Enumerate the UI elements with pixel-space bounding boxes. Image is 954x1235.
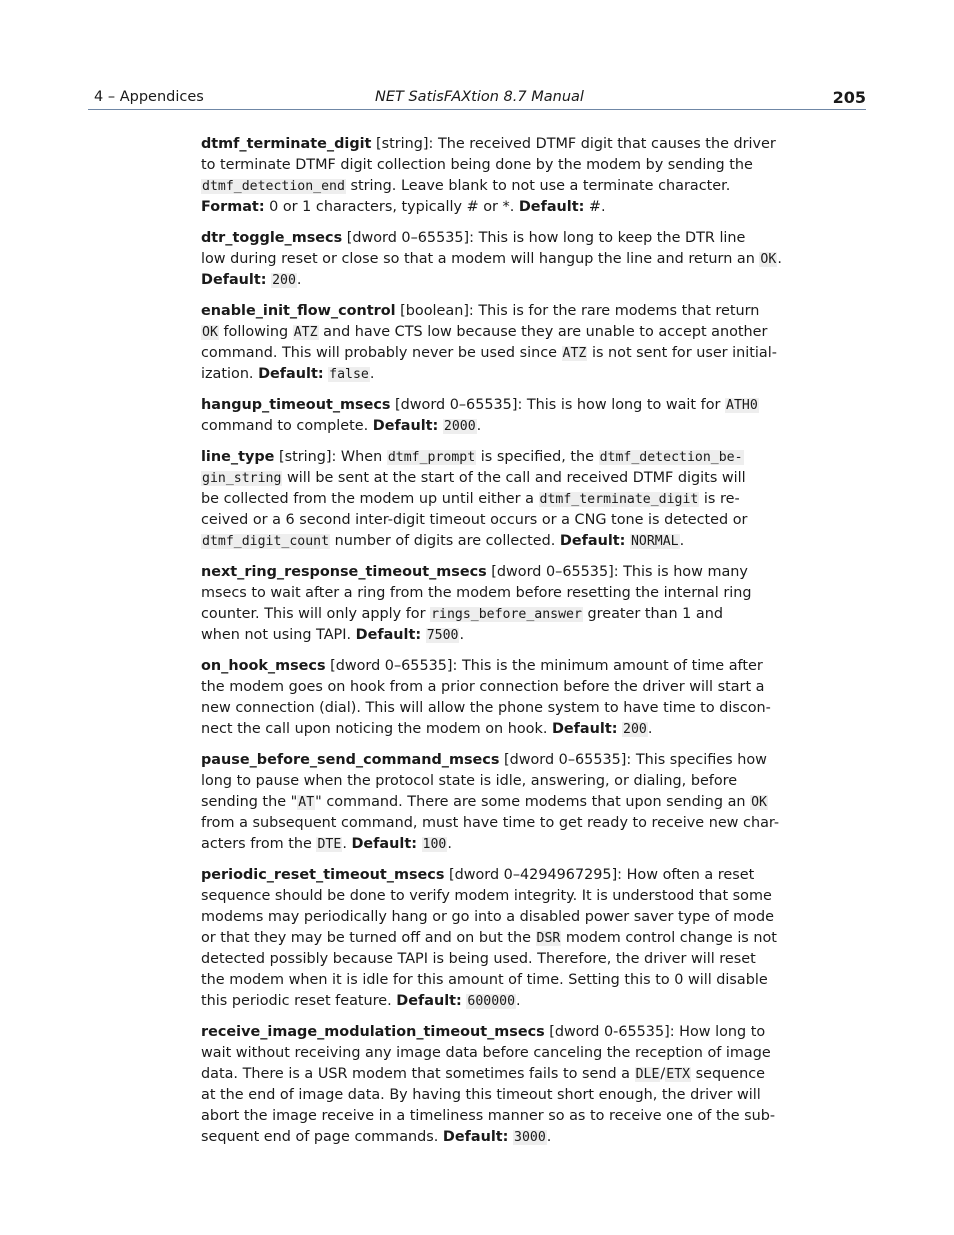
body-text: command. This will probably never be used since <box>201 345 562 361</box>
bold-label: Default: <box>559 533 626 549</box>
text-line <box>201 249 782 270</box>
body-text: [dword 0–65535]: This is how long to keep the DTR line <box>342 230 746 246</box>
text-line <box>201 270 751 291</box>
page-number: 205 <box>832 88 866 107</box>
body-text: sequence <box>691 1066 766 1082</box>
text-line <box>201 134 776 155</box>
body-text: [dword 0–65535]: This is how many <box>486 564 748 580</box>
code-literal: OK <box>751 795 767 810</box>
body-text: and have CTS low because they are unable to accept another <box>318 324 768 340</box>
body-text: sequent end of page commands. <box>201 1129 443 1145</box>
body-text: . <box>296 272 302 288</box>
text-line <box>201 510 751 531</box>
text-line <box>201 447 751 468</box>
bold-label: Format: <box>201 199 265 215</box>
body-text: sequence should be done to verify modem integrity. It is understood that some <box>201 888 772 904</box>
parameter-entry-on-hook-msecs <box>201 656 771 740</box>
header-rule <box>88 109 866 110</box>
body-text: [dword 0–4294967295]: How often a reset <box>444 867 755 883</box>
parameter-name: periodic_reset_timeout_msecs <box>201 867 445 883</box>
body-text: . <box>516 993 521 1009</box>
code-literal: AT <box>298 795 315 810</box>
text-line <box>201 176 751 197</box>
text-line <box>201 625 751 646</box>
bold-label: Default: <box>372 418 439 434</box>
parameter-entry-dtr-toggle-msecs <box>201 228 782 291</box>
body-text: be collected from the modem up until either a <box>201 491 539 507</box>
body-text: from a subsequent command, must have time to get ready to receive new char- <box>201 815 780 831</box>
parameter-name: dtr_toggle_msecs <box>201 230 343 246</box>
code-literal: dtmf_detection_be- <box>599 450 743 465</box>
code-literal: dtmf_prompt <box>387 450 476 465</box>
body-text: following <box>218 324 293 340</box>
text-line <box>201 1064 766 1085</box>
text-line <box>201 677 765 698</box>
bold-label: Default: <box>551 721 618 737</box>
text-line <box>201 604 751 625</box>
text-line <box>201 719 751 740</box>
code-literal: 100 <box>422 837 447 852</box>
text-line <box>201 834 751 855</box>
body-text: . <box>342 836 352 852</box>
body-text: modems may periodically hang or go into a disabled power saver type of mode <box>201 909 774 925</box>
parameter-name: enable_init_flow_control <box>201 303 396 319</box>
parameter-name: hangup_timeout_msecs <box>201 397 391 413</box>
parameter-entry-hangup-timeout-msecs <box>201 395 758 437</box>
body-text: ceived or a 6 second inter-digit timeout occurs or a CNG tone is detected or <box>201 512 748 528</box>
text-line <box>201 949 756 970</box>
text-line <box>201 1127 751 1148</box>
code-literal: DLE <box>635 1067 660 1082</box>
body-text: abort the image receive in a timeliness manner so as to receive one of the sub- <box>201 1108 776 1124</box>
text-line <box>201 343 777 364</box>
body-text: . <box>447 836 452 852</box>
text-line <box>201 886 772 907</box>
code-literal: DSR <box>536 931 561 946</box>
body-text: sending the " <box>201 794 298 810</box>
body-text: " command. There are some modems that upon sending an <box>315 794 751 810</box>
code-literal: ATH0 <box>726 398 758 413</box>
parameter-entry-line-type <box>201 447 751 552</box>
parameter-name: on_hook_msecs <box>201 658 326 674</box>
text-line <box>201 750 767 771</box>
code-literal: dtmf_terminate_digit <box>539 492 699 507</box>
code-literal: 7500 <box>426 628 459 643</box>
code-literal: dtmf_digit_count <box>202 534 330 549</box>
body-text: or that they may be turned off and on but the <box>201 930 536 946</box>
bold-label: Default: <box>258 366 324 382</box>
code-literal: ETX <box>666 1067 691 1082</box>
body-text: at the end of image data. By having this timeout short enough, the driver will <box>201 1087 761 1103</box>
header-title: NET SatisFAXtion 8.7 Manual <box>375 89 584 105</box>
body-text: . <box>679 533 685 549</box>
parameter-name: receive_image_modulation_timeout_msecs <box>201 1024 545 1040</box>
code-literal: false <box>329 367 369 382</box>
text-line <box>201 1106 776 1127</box>
body-text: will be sent at the start of the call and received DTMF digits will <box>282 470 746 486</box>
text-line <box>201 531 751 552</box>
body-text: new connection (dial). This will allow the phone system to have time to discon- <box>201 700 771 716</box>
body-text: greater than 1 and <box>582 606 723 622</box>
body-text: msecs to wait after a ring from the modem before resetting the internal ring <box>201 585 752 601</box>
body-text: nect the call upon noticing the modem on hook. <box>201 721 552 737</box>
code-literal: rings_before_answer <box>431 607 582 622</box>
code-literal: DTE <box>317 837 342 852</box>
bold-label: Default: <box>396 993 462 1009</box>
text-line <box>201 698 771 719</box>
text-line <box>201 970 768 991</box>
bold-label: Default: <box>518 199 585 215</box>
text-line <box>201 395 758 416</box>
parameter-name: line_type <box>201 449 275 465</box>
body-text: [dword 0–65535]: This specifies how <box>499 752 767 768</box>
body-text: [string]: When <box>274 449 387 465</box>
body-text: 0 or 1 characters, typically # or *. <box>264 199 519 215</box>
body-text: [dword 0–65535]: This is how long to wait for <box>390 397 726 413</box>
body-text: detected possibly because TAPI is being used. Therefore, the driver will reset <box>201 951 756 967</box>
body-text: the modem when it is idle for this amount of time. Setting this to 0 will disable <box>201 972 768 988</box>
body-text: acters from the <box>201 836 317 852</box>
body-text: [dword 0–65535]: This is the minimum amount of time after <box>325 658 763 674</box>
body-text: this periodic reset feature. <box>201 993 397 1009</box>
body-text: number of digits are collected. <box>330 533 560 549</box>
header-section: 4 – Appendices <box>94 89 204 105</box>
body-text: to terminate DTMF digit collection being done by the modem by sending the <box>201 157 753 173</box>
code-literal: 600000 <box>467 994 516 1009</box>
code-literal: 2000 <box>443 419 476 434</box>
body-text: . <box>546 1129 552 1145</box>
code-literal: 3000 <box>514 1130 546 1145</box>
bold-label: Default: <box>355 627 422 643</box>
text-line <box>201 416 751 437</box>
body-text: [string]: The received DTMF digit that causes the driver <box>371 136 776 152</box>
body-text: . <box>459 627 465 643</box>
text-line <box>201 907 774 928</box>
body-text: wait without receiving any image data before canceling the reception of image <box>201 1045 771 1061</box>
body-text: . <box>369 366 375 382</box>
body-text: ization. <box>201 366 259 382</box>
text-line <box>201 865 755 886</box>
text-line <box>201 562 751 583</box>
code-literal: gin_string <box>202 471 282 486</box>
body-text: is re- <box>699 491 740 507</box>
body-text: is specified, the <box>476 449 599 465</box>
code-literal: 200 <box>272 273 296 288</box>
text-line <box>201 155 751 176</box>
parameter-entry-periodic-reset-timeout-msecs <box>201 865 777 1012</box>
body-text: command to complete. <box>201 418 373 434</box>
text-line <box>201 301 760 322</box>
code-literal: dtmf_detection_end <box>202 179 345 194</box>
text-line <box>201 197 751 218</box>
body-text: [boolean]: This is for the rare modems that return <box>395 303 760 319</box>
body-text: string. Leave blank to not use a terminate character. <box>345 178 731 194</box>
parameter-entry-receive-image-modulation-timeout-msecs <box>201 1022 776 1148</box>
body-text: modem control change is not <box>561 930 777 946</box>
parameter-entry-pause-before-send-command-msecs <box>201 750 780 855</box>
body-text <box>417 836 422 852</box>
text-line <box>201 771 751 792</box>
code-literal: ATZ <box>562 346 587 361</box>
code-literal: 200 <box>623 722 647 737</box>
text-line <box>201 656 763 677</box>
text-line <box>201 468 751 489</box>
text-line <box>201 1043 771 1064</box>
body-text: counter. This will only apply for <box>201 606 431 622</box>
parameter-name: next_ring_response_timeout_msecs <box>201 564 487 580</box>
text-line <box>201 792 767 813</box>
parameter-name: dtmf_terminate_digit <box>201 136 372 152</box>
body-text: long to pause when the protocol state is idle, answering, or dialing, before <box>201 773 738 789</box>
bold-label: Default: <box>351 836 417 852</box>
text-line <box>201 1022 766 1043</box>
body-text: low during reset or close so that a modem will hangup the line and return an <box>201 251 760 267</box>
bold-label: Default: <box>442 1129 509 1145</box>
text-line <box>201 583 751 604</box>
text-line <box>201 928 777 949</box>
text-line <box>201 489 751 510</box>
body-text: . <box>777 251 782 267</box>
code-literal: OK <box>760 252 777 267</box>
code-literal: NORMAL <box>630 534 679 549</box>
body-text: the modem goes on hook from a prior connection before the driver will start a <box>201 679 765 695</box>
parameter-entry-next-ring-response-timeout-msecs <box>201 562 751 646</box>
bold-label: Default: <box>201 272 267 288</box>
body-text: is not sent for user initial- <box>587 345 777 361</box>
code-literal: ATZ <box>293 325 318 340</box>
text-line <box>201 228 751 249</box>
text-line <box>201 322 768 343</box>
code-literal: OK <box>202 325 218 340</box>
body-text: data. There is a USR modem that sometimes fails to send a <box>201 1066 635 1082</box>
parameter-entry-enable-init-flow-control <box>201 301 777 385</box>
text-line <box>201 813 780 834</box>
text-line <box>201 364 751 385</box>
text-line <box>201 1085 761 1106</box>
body-text: . <box>647 721 653 737</box>
page-header <box>90 89 866 109</box>
body-text: . <box>476 418 482 434</box>
text-line <box>201 991 751 1012</box>
parameter-entry-dtmf-terminate-digit <box>201 134 776 218</box>
parameter-list <box>201 134 782 1148</box>
body-text: when not using TAPI. <box>201 627 356 643</box>
parameter-name: pause_before_send_command_msecs <box>201 752 500 768</box>
body-text: #. <box>584 199 606 215</box>
body-text: / <box>660 1066 666 1082</box>
body-text: [dword 0-65535]: How long to <box>544 1024 766 1040</box>
